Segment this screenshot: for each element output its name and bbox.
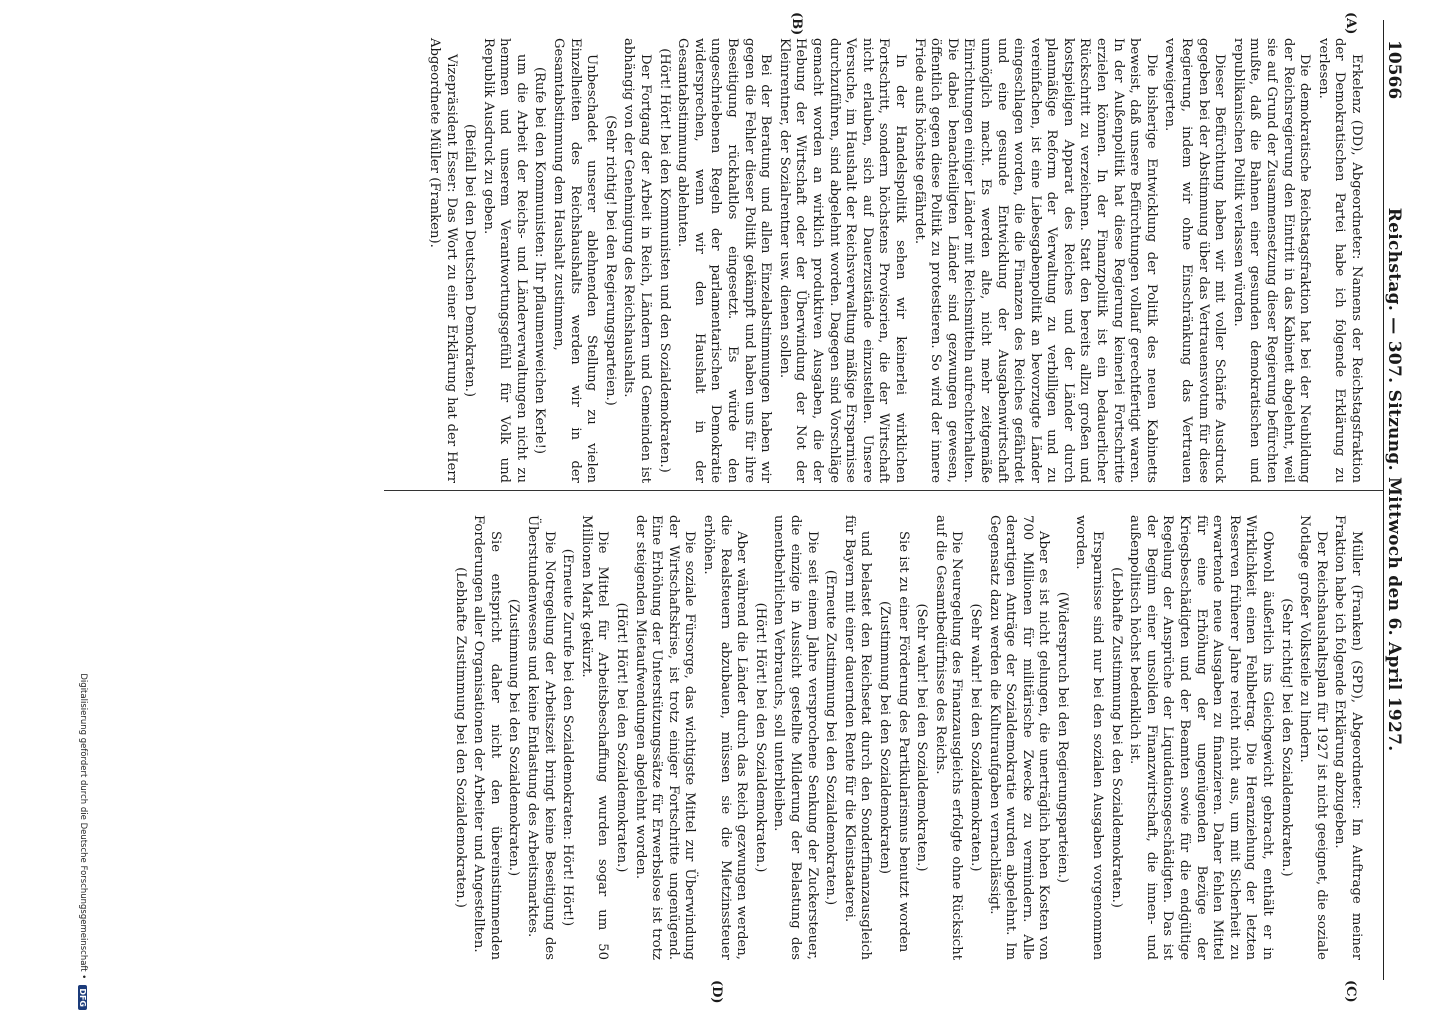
interjection: (Sehr richtig! bei den Regierungsparteien.) [602, 115, 618, 406]
paragraph: Die bisherige Entwicklung der Politik des neuen Kabinetts beweist, daß unsere Befürchtungen vollauf gerechtfertigt waren. In der Außenpolitik hat diese Regierung keinerlei Fortschritte erzielen können. In der Finanzpolitik ist ein bedauerlicher Rückschritt zu verzeichnen. Statt den bereits allzu großen und kostspieligen Apparat des Reiches und der Länder durch planmäßige Reform der Verwaltung zu verbilligen und zu vereinfachen, ist eine Liebesgabenpolitik an bevorzugte Länder eingeschlagen worden, die die Finanzen des Reiches gefährdet und eine gesunde Entwicklung der Ausgabenwirtschaft unmöglich macht. Es werden alte, nicht mehr zeitgemäße Einrichtungen einiger Länder mit Reichsmitteln aufrechterhalten. Die dabei benachteiligten Länder sind gezwungen gewesen, öffentlich gegen diese Politik zu protestieren. So wird der innere Friede aufs höchste gefährdet. [911, 38, 1159, 483]
page-header [1383, 20, 1424, 980]
paragraph: Der Fortgang der Arbeit in Reich, Ländern und Gemeinden ist abhängig von der Genehmigung des Reichshaushalts. [621, 38, 654, 483]
document-page [44, 12, 1424, 1007]
digitization-credit [76, 20, 90, 1010]
interjection: (Sehr wahr! bei den Sozialdemokraten.) [914, 603, 930, 872]
page-number: 10566 [1384, 40, 1404, 100]
interjection: (Lebhafte Zustimmung bei den Sozialdemokraten.) [452, 567, 468, 908]
interjection: (Rufe bei den Kommunisten: Ihr pflaumenweichen Kerle!) [532, 66, 548, 455]
interjection: (Zustimmung bei den Sozialdemokraten) [876, 600, 892, 875]
interjection: (Lebhafte Zustimmung bei den Sozialdemokraten.) [1108, 567, 1124, 908]
paragraph: Müller (Franken) (SPD), Abgeordneter: Im Auftrage meiner Fraktion habe ich folgende Erklärung abzugeben. [1332, 515, 1364, 960]
paragraph: Aber es ist nicht gelungen, die unerträglich hohen Kosten von 700 Millionen für militärische Zwecke zu vermindern. Alle derartigen Anträge der Sozialdemokratie wurden abgelehnt. Im Gegensatz dazu werden die Kulturaufgaben vernachlässigt. [986, 515, 1052, 960]
page-title: Reichstag. — 307. Sitzung. Mittwoch den 6. April 1927. [1384, 207, 1404, 752]
paragraph: Die Neuregelung des Finanzausgleichs erfolgte ohne Rücksicht auf die Gesamtbedürfnisse des Reichs. [932, 515, 965, 960]
interjection: (Zustimmung bei den Sozialdemokraten.) [506, 598, 522, 877]
interjection: (Sehr wahr! bei den Sozialdemokraten.) [967, 603, 983, 872]
paragraph: In der Handelspolitik sehen wir keinerlei wirklichen Fortschritt, sondern höchstens Provisorien, die der Wirtschaft nicht erlauben, sich auf Dauerzustände einzustellen. Unsere Versuche, im Haushalt der Reichsverwaltung mäßige Ersparnisse durchzuführen, sind abgelehnt worden. Dagegen sind Vorschläge gemacht worden an wirklich produktiven Ausgaben, die der Hebung der Wirtschaft oder der Überwindung der Not der Kleinrentner, der Sozialrentner usw. dienen sollen. [776, 38, 908, 483]
interjection: (Widerspruch bei den Regierungsparteien.) [1054, 591, 1070, 884]
margin-marker-b: (B) [789, 12, 804, 36]
paragraph: Die demokratische Reichstagsfraktion hat bei der Neubildung der Reichsregierung den Eintritt in das Kabinett abgelehnt, weil sie auf Grund der Zusammensetzung dieser Regierung befürchten mußte, daß die Bahnen einer gesunden demokratischen und republikanischen Politik verlassen würden. [1230, 38, 1313, 483]
dfg-logo-icon: DFG [79, 985, 88, 1010]
paragraph: Bei der Beratung und allen Einzelabstimmungen haben wir gegen die Fehler dieser Politik gekämpft und haben uns für ihre Beseitigung rückhaltlos eingesetzt. Es würde den ungeschriebenen Regeln der parlamentarischen Demokratie widersprechen, wenn wir den Haushalt in der Gesamtabstimmung ablehnten. [675, 38, 774, 483]
interjection: (Hört! Hört! bei den Sozialdemokraten.) [614, 602, 630, 873]
paragraph: Sie ist zu einer Förderung des Partikularismus benutzt worden [895, 531, 911, 953]
paragraph: Die Mittel für Arbeitsbeschaffung wurden sogar um 50 Millionen Mark gekürzt. [578, 515, 611, 960]
paragraph: Aber während die Länder durch das Reich gezwungen werden, die Realsteuern abzubauen, müssen sie die Mietzinssteuer erhöhen. [701, 515, 750, 960]
left-column [423, 38, 1364, 483]
paragraph: Vizepräsident Esser: Das Wort zu einer Erklärung hat der Herr Abgeordnete Müller (Franken). [426, 38, 459, 483]
interjection: (Hört! Hört! bei den Kommunisten und den Sozialdemokraten.) [656, 48, 672, 473]
interjection: (Erneute Zurufe bei den Sozialdemokraten: Hört! Hört!) [560, 548, 576, 927]
interjection: (Hört! Hört! bei den Sozialdemokraten.) [752, 602, 768, 873]
paragraph: und belastet den Reichsetat durch den Sonderfinanzausgleich für Bayern mit einer dauernden Rente für die Kleinstaaterei. [841, 515, 874, 960]
paragraph: Die seit einem Jahre versprochene Senkung der Zuckersteuer, die einzige in Aussicht gestellte Milderung der Belastung des unentbehrlichen Verbrauchs, soll unterbleiben. [771, 515, 820, 960]
paragraph: Ersparnisse sind nur bei den sozialen Ausgaben vorgenommen worden. [1073, 515, 1106, 960]
paragraph: Dieser Befürchtung haben wir mit voller Schärfe Ausdruck gegeben bei der Abstimmung über das Vertrauensvotum für diese Regierung, indem wir ohne Einschränkung das Vertrauen verweigerten. [1162, 38, 1228, 483]
margin-marker-d: (D) [709, 980, 724, 1004]
right-column [449, 515, 1364, 960]
interjection: (Sehr richtig! bei den Sozialdemokraten.) [1278, 598, 1294, 877]
paragraph: Erkelenz (DD), Abgeordneter: Namens der Reichstagsfraktion der Demokratischen Partei habe ich folgende Erklärung zu verlesen. [1315, 38, 1364, 483]
interjection: (Erneute Zustimmung bei den Sozialdemokraten.) [823, 569, 839, 906]
paragraph: Unbeschadet unserer ablehnenden Stellung zu vielen Einzelheiten des Reichshaushalts werden wir in der Gesamtabstimmung dem Haushalt zustimmen, [551, 38, 600, 483]
paragraph: Der Reichshaushaltsplan für 1927 ist nicht geeignet, die soziale Notlage großer Volksteile zu lindern. [1297, 515, 1329, 960]
paragraph: Sie entspricht daher nicht den übereinstimmenden Forderungen aller Organisationen der Arbeiter und Angestellten. [471, 515, 503, 960]
margin-marker-c: (C) [1343, 980, 1358, 1003]
credit-text: Digitalisierung gefördert durch die Deutsche Forschungsgemeinschaft • [78, 673, 88, 980]
paragraph: um die Arbeit der Reichs- und Länderverwaltungen nicht zu hemmen und unserem Verantwortungsgefühl für Volk und Republik Ausdruck zu geben. [480, 38, 529, 483]
paragraph: Die Notregelung der Arbeitszeit bringt keine Beseitigung des Überstundenwesens und keine Entlastung des Arbeitsmarktes. [525, 515, 557, 960]
margin-marker-a: (A) [1343, 12, 1358, 35]
interjection: (Beifall bei den Deutschen Demokraten.) [462, 123, 478, 398]
column-divider [384, 490, 1384, 491]
paragraph: Die soziale Fürsorge, das wichtigste Mittel zur Überwindung der Wirtschaftskrise, ist trotz einiger Fortschritte ungenügend. Eine Erhöhung der Unterstützungssätze für Erwerbslose ist trotz der steigenden Mietaufwendungen abgelehnt worden. [632, 515, 698, 960]
paragraph: Obwohl äußerlich ins Gleichgewicht gebracht, enthält er in Wirklichkeit einen Fehlbetrag. Die Heranziehung der letzten Reserven früherer Jahre reicht nicht aus, um mit Sicherheit zu erwartende neue Ausgaben zu finanzieren. Daher fehlen Mittel für eine Erhöhung der ungenügenden Bezüge der Kriegsbeschädigten und der Beamten sowie für die endgültige Regelung der Ansprüche der Liquidationsgeschädigten. Das ist der Beginn einer unsoliden Finanzwirtschaft, die innen- und außenpolitisch höchst bedenklich ist. [1127, 515, 1276, 960]
